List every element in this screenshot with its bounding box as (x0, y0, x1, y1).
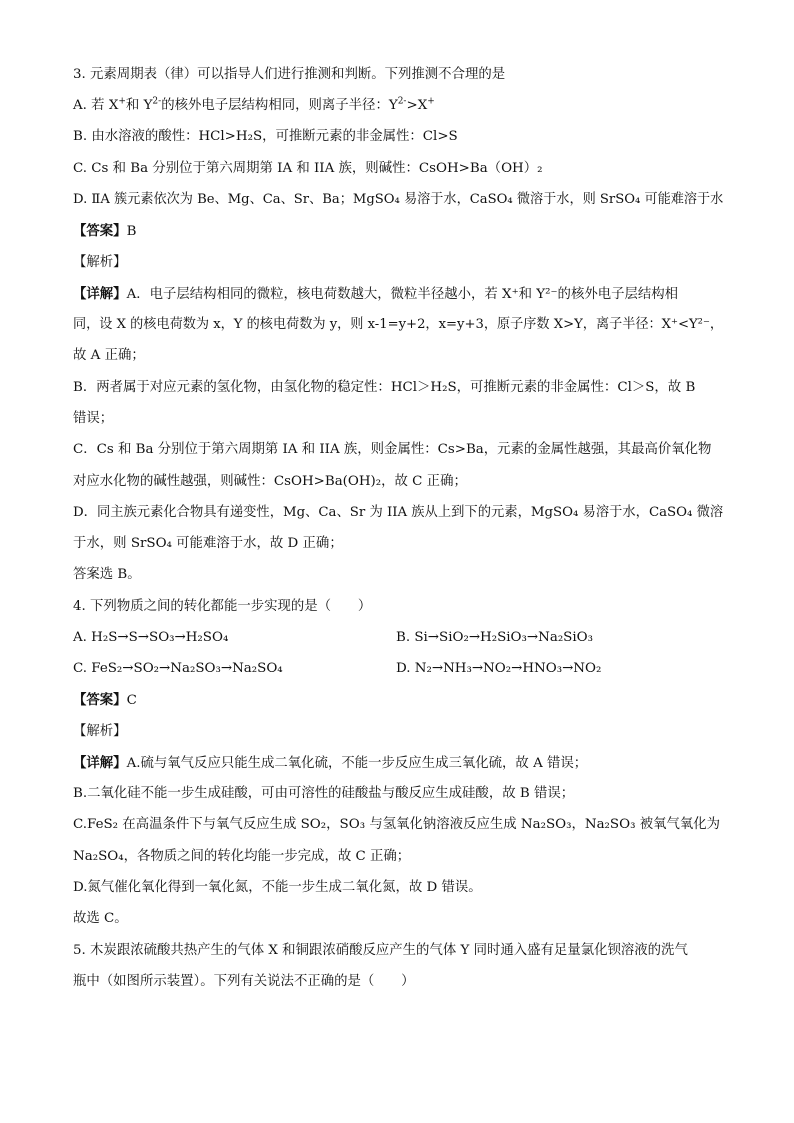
q4-analysis-tag: 【解析】 (73, 724, 127, 739)
q4-detail-3: C.FeS₂ 在高温条件下与氧气反应生成 SO₂，SO₃ 与氢氧化钠溶液反应生成 Na₂SO₃，Na₂SO₃ 被氧气氧化为 (73, 817, 721, 832)
q3-option-a: A. 若 X+和 $Y^{2-}$的核外电子层结构相同，则离子半径：$Y^{2-}>X^+$ (73, 96, 435, 113)
q5-stem-1: 5. 木炭跟浓硫酸共热产生的气体 X 和铜跟浓硝酸反应产生的气体 Y 同时通入盛有足量氯化钡溶液的洗气 (73, 943, 688, 958)
q4-option-c: C. FeS₂→SO₂→Na₂SO₃→Na₂SO₄ (73, 661, 283, 676)
q4-answer (73, 689, 137, 712)
q3-detail-9: 于水，则 SrSO₄ 可能难溶于水，故 D 正确； (73, 536, 343, 551)
q3-detail-7: 对应水化物的碱性越强，则碱性：CsOH>Ba(OH)₂，故 C 正确； (73, 474, 467, 489)
q3-answer (73, 220, 136, 243)
q3-stem: 3. 元素周期表（律）可以指导人们进行推测和判断。下列推测不合理的是 (73, 67, 506, 82)
q3-detail-4: B．两者属于对应元素的氢化物，由氢化物的稳定性：HCl＞H₂S，可推断元素的非金属性：Cl＞S，故 B (73, 380, 696, 395)
q3-conclusion: 答案选 B。 (73, 567, 141, 582)
q3-detail-2: 同，设 X 的核电荷数为 x，Y 的核电荷数为 y，则 x-1=y+2，x=y+3，原子序数 X>Y，离子半径：X⁺<Y²⁻， (73, 317, 724, 332)
answer-value: B (126, 224, 137, 239)
q4-option-a: A. H₂S→S→SO₃→H₂SO₄ (73, 630, 229, 645)
q4-detail-5: D.氮气催化氧化得到一氧化氮，不能一步生成二氧化氮，故 D 错误。 (73, 880, 482, 895)
q3-detail-6: C．Cs 和 Ba 分别位于第六周期第 IA 和 IIA 族，则金属性：Cs>Ba，元素的金属性越强，其最高价氧化物 (73, 442, 712, 457)
answer-value: C (126, 693, 137, 708)
q4-conclusion: 故选 C。 (73, 911, 128, 926)
q4-option-d: D. N₂→NH₃→NO₂→HNO₃→NO₂ (396, 661, 602, 676)
answer-tag: 【答案】 (73, 223, 127, 239)
q3-analysis-tag: 【解析】 (73, 255, 127, 270)
q4-detail-2: B.二氧化硅不能一步生成硅酸，可由可溶性的硅酸盐与酸反应生成硅酸，故 B 错误； (73, 786, 575, 801)
q3-option-c: C. Cs 和 Ba 分别位于第六周期第 IA 和 IIA 族，则碱性：CsOH>Ba（OH）₂ (73, 161, 543, 176)
q5-stem-2: 瓶中（如图所示装置）。下列有关说法不正确的是（ ） (73, 974, 415, 989)
q4-detail-4: Na₂SO₄，各物质之间的转化均能一步完成，故 C 正确； (73, 849, 411, 864)
q4-detail-1: 【详解】A.硫与氧气反应只能生成二氧化硫，不能一步反应生成三氧化硫，故 A 错误； (73, 755, 588, 771)
q3-detail-1: 【详解】A．电子层结构相同的微粒，核电荷数越大，微粒半径越小，若 X⁺和 Y²⁻的核外电子层结构相 (73, 286, 679, 302)
q3-detail-3: 故 A 正确； (73, 348, 145, 363)
q3-option-b: B. 由水溶液的酸性：HCl>H₂S，可推断元素的非金属性：Cl>S (73, 129, 458, 144)
q3-detail-5: 错误； (73, 411, 114, 426)
q4-option-b: B. Si→SiO₂→H₂SiO₃→Na₂SiO₃ (396, 630, 593, 645)
q3-detail-8: D．同主族元素化合物具有递变性，Mg、Ca、Sr 为 IIA 族从上到下的元素，MgSO₄ 易溶于水，CaSO₄ 微溶 (73, 505, 724, 520)
q4-stem: 4. 下列物质之间的转化都能一步实现的是（ ） (73, 599, 372, 614)
answer-tag: 【答案】 (73, 692, 127, 708)
q3-option-d: D. ⅡA 簇元素依次为 Be、Mg、Ca、Sr、Ba；MgSO₄ 易溶于水，CaSO₄ 微溶于水，则 SrSO₄ 可能难溶于水 (73, 192, 724, 207)
